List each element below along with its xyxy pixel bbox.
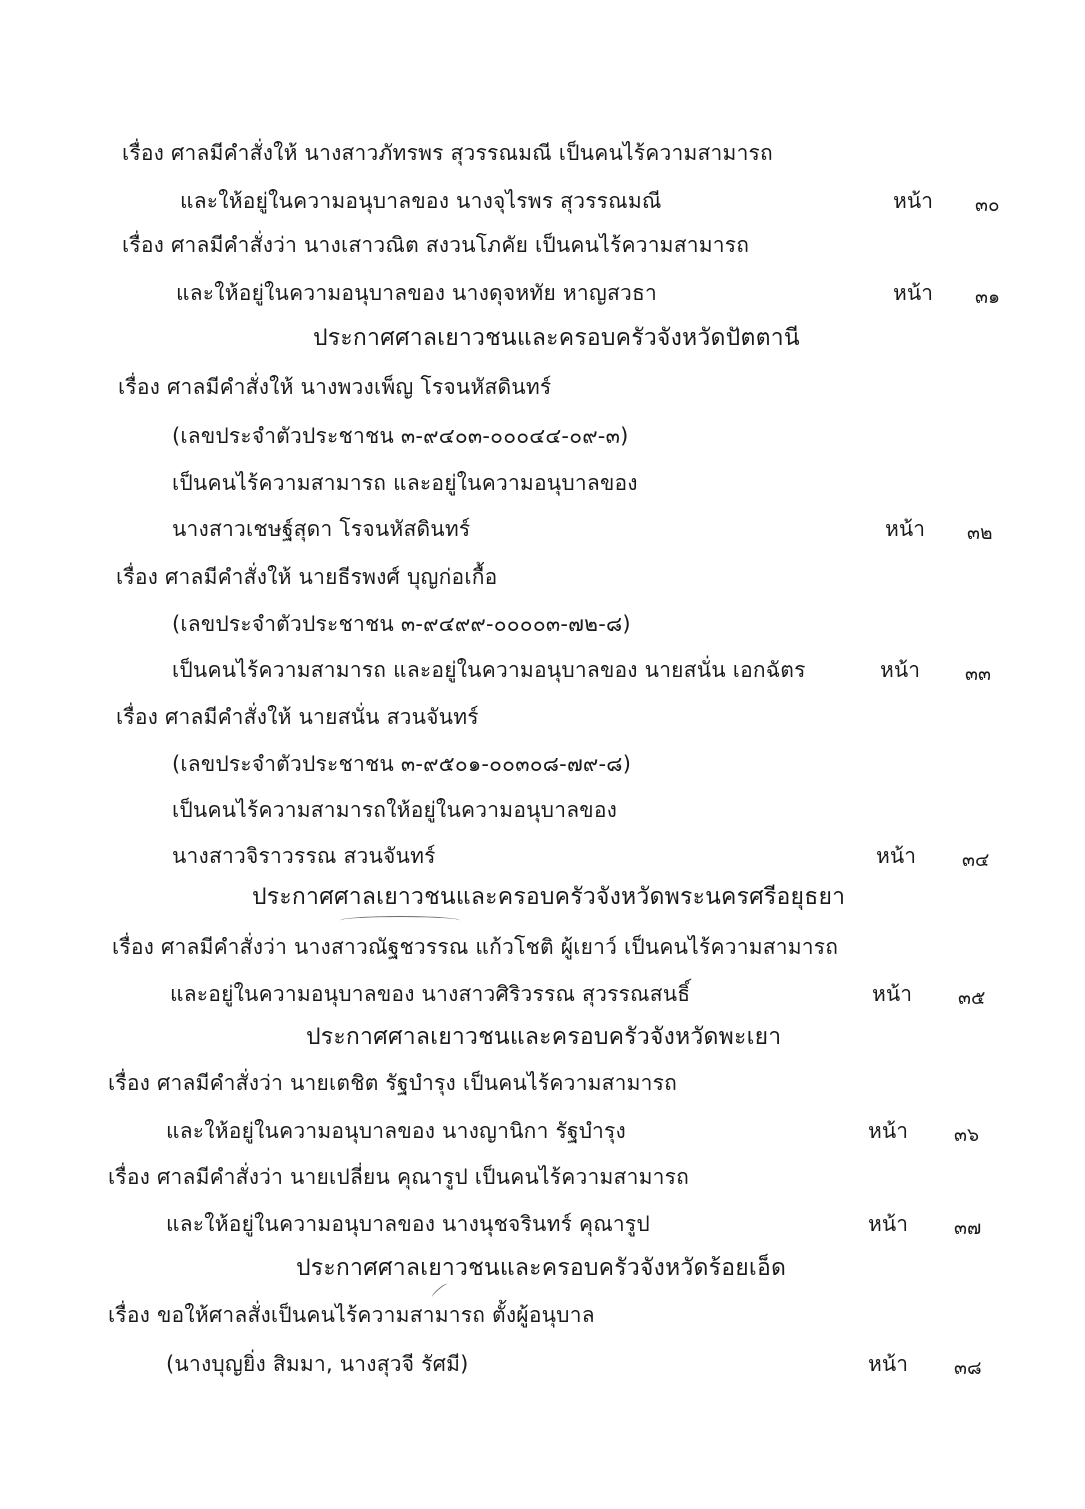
page-label: หน้า <box>876 844 916 868</box>
entry-line: และให้อยู่ในความอนุบาลของ นางดุจหทัย หาญสวธา <box>176 281 657 305</box>
entry-line: เป็นคนไร้ความสามารถให้อยู่ในความอนุบาลของ <box>172 798 618 822</box>
entry-line: เรื่อง ศาลมีคำสั่งว่า นายเตชิต รัฐบำรุง เป็นคนไร้ความสามารถ <box>108 1071 678 1095</box>
section-heading: ประกาศศาลเยาวชนและครอบครัวจังหวัดร้อยเอ็ด <box>296 1255 787 1281</box>
section-heading: ประกาศศาลเยาวชนและครอบครัวจังหวัดพะเยา <box>306 1024 782 1050</box>
entry-line: เรื่อง ขอให้ศาลสั่งเป็นคนไร้ความสามารถ ตั้งผู้อนุบาล <box>108 1303 595 1327</box>
entry-line: เรื่อง ศาลมีคำสั่งว่า นายเปลี่ยน คุณารูป เป็นคนไร้ความสามารถ <box>108 1165 689 1189</box>
page-number: ๓๑ <box>975 286 1001 308</box>
page-label: หน้า <box>868 1119 908 1143</box>
section-heading: ประกาศศาลเยาวชนและครอบครัวจังหวัดปัตตานี <box>313 325 800 351</box>
entry-line: (เลขประจำตัวประชาชน ๓-๙๕๐๑-๐๐๓๐๘-๗๙-๘) <box>172 752 632 776</box>
entry-line: เรื่อง ศาลมีคำสั่งให้ นางพวงเพ็ญ โรจนหัสดินทร์ <box>118 375 552 399</box>
page-number: ๓๓ <box>965 663 991 685</box>
entry-line: และให้อยู่ในความอนุบาลของ นางนุชจรินทร์ คุณารูป <box>166 1212 650 1236</box>
page-number: ๓๒ <box>967 522 993 544</box>
page-label: หน้า <box>872 982 912 1006</box>
page-label: หน้า <box>880 658 920 682</box>
pen-mark <box>340 916 460 925</box>
entry-line: (นางบุญยิ่ง สิมมา, นางสุวจี รัศมี) <box>166 1352 469 1376</box>
entry-line: เป็นคนไร้ความสามารถ และอยู่ในความอนุบาลของ <box>172 471 638 495</box>
entry-line: และให้อยู่ในความอนุบาลของ นางจุไรพร สุวรรณมณี <box>180 189 662 213</box>
page-number: ๓๘ <box>954 1357 982 1379</box>
entry-line: เรื่อง ศาลมีคำสั่งให้ นายธีรพงศ์ บุญก่อเกื้อ <box>116 565 498 589</box>
entry-line: และให้อยู่ในความอนุบาลของ นางญานิกา รัฐบำรุง <box>166 1119 626 1143</box>
section-heading: ประกาศศาลเยาวชนและครอบครัวจังหวัดพระนครศรีอยุธยา <box>252 884 846 910</box>
entry-line: (เลขประจำตัวประชาชน ๓-๙๔๙๙-๐๐๐๐๓-๗๒-๘) <box>172 612 631 636</box>
page-label: หน้า <box>893 189 933 213</box>
entry-line: เรื่อง ศาลมีคำสั่งว่า นางเสาวณิต สงวนโภคัย เป็นคนไร้ความสามารถ <box>122 233 750 257</box>
page-number: ๓๕ <box>958 987 986 1009</box>
page-number: ๓๔ <box>962 849 990 871</box>
pen-mark <box>431 1282 450 1299</box>
page-label: หน้า <box>893 281 933 305</box>
page-number: ๓๖ <box>954 1124 980 1146</box>
entry-line: นางสาวเชษฐ์สุดา โรจนหัสดินทร์ <box>172 517 471 541</box>
entry-line: นางสาวจิราวรรณ สวนจันทร์ <box>172 844 436 868</box>
entry-line: เป็นคนไร้ความสามารถ และอยู่ในความอนุบาลของ นายสนั่น เอกฉัตร <box>172 658 806 682</box>
page-label: หน้า <box>868 1212 908 1236</box>
page-number: ๓๗ <box>954 1217 982 1239</box>
page-label: หน้า <box>885 517 925 541</box>
entry-line: เรื่อง ศาลมีคำสั่งว่า นางสาวณัฐชวรรณ แก้วโชติ ผู้เยาว์ เป็นคนไร้ความสามารถ <box>112 935 839 959</box>
entry-line: เรื่อง ศาลมีคำสั่งให้ นายสนั่น สวนจันทร์ <box>116 705 479 729</box>
entry-line: เรื่อง ศาลมีคำสั่งให้ นางสาวภัทรพร สุวรรณมณี เป็นคนไร้ความสามารถ <box>122 141 773 165</box>
page-label: หน้า <box>868 1352 908 1376</box>
page-number: ๓๐ <box>975 194 1000 216</box>
entry-line: (เลขประจำตัวประชาชน ๓-๙๔๐๓-๐๐๐๔๔-๐๙-๓) <box>172 424 629 448</box>
entry-line: และอยู่ในความอนุบาลของ นางสาวศิริวรรณ สุวรรณสนธิ์ <box>170 982 691 1006</box>
